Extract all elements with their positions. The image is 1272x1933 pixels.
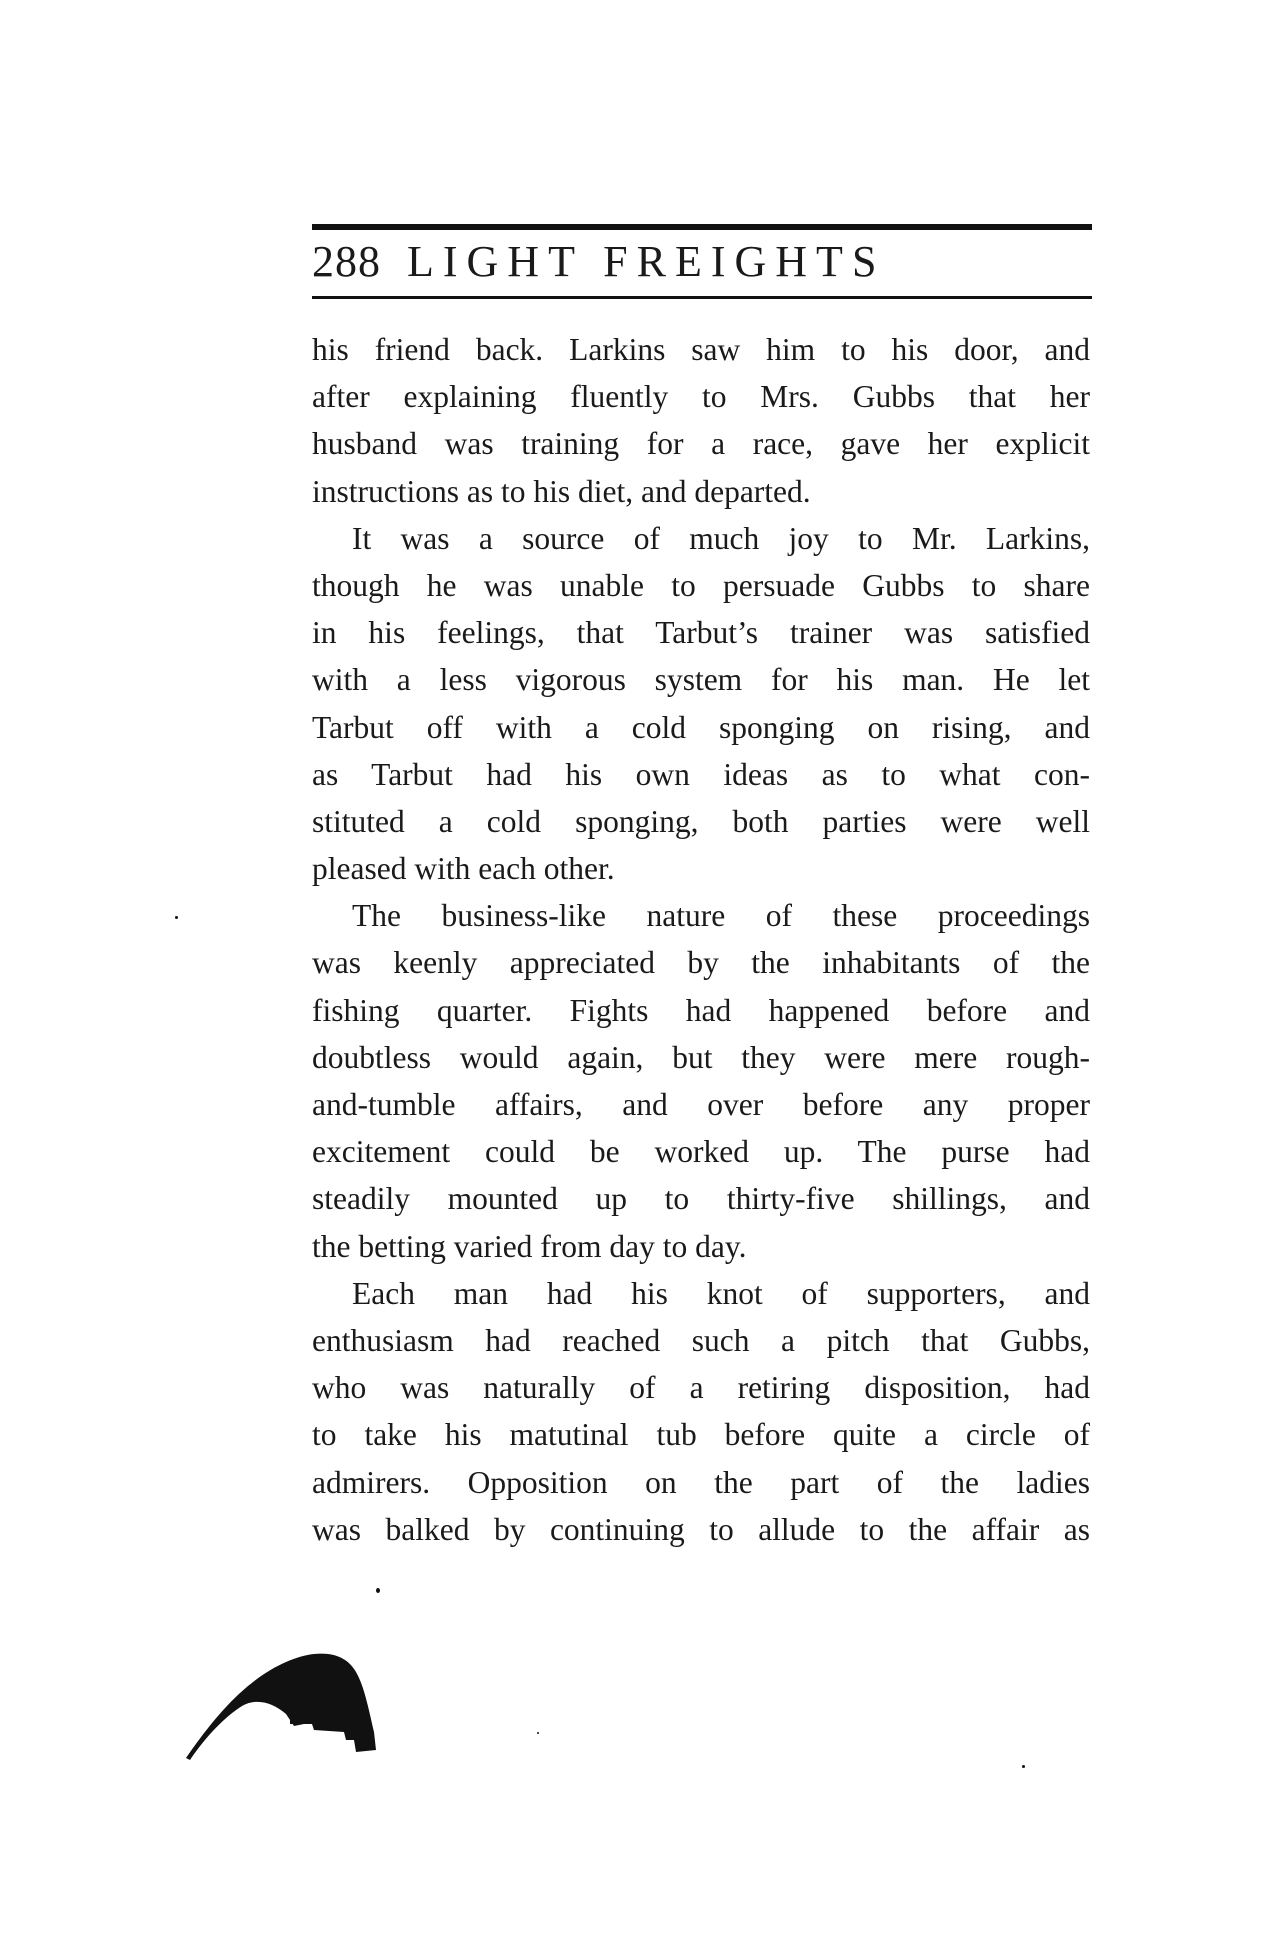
text-line: enthusiasm had reached such a pitch that Gubbs, bbox=[312, 1322, 1090, 1358]
header-bottom-rule bbox=[312, 296, 1092, 299]
text-line: in his feelings, that Tarbut’s trainer was satisfied bbox=[312, 615, 1090, 651]
text-line: as Tarbut had his own ideas as to what con- bbox=[312, 756, 1090, 792]
text-line: husband was training for a race, gave her explicit bbox=[312, 426, 1090, 462]
header-top-rule bbox=[312, 224, 1092, 230]
text-line: excitement could be worked up. The purse had bbox=[312, 1134, 1090, 1170]
text-line: stituted a cold sponging, both parties were well bbox=[312, 803, 1090, 839]
text-line: admirers. Opposition on the part of the ladies bbox=[312, 1464, 1090, 1500]
text-line: The business-like nature of these proceedings bbox=[352, 898, 1090, 934]
text-line: Each man had his knot of supporters, and bbox=[352, 1275, 1090, 1311]
ink-blot bbox=[186, 1640, 386, 1760]
running-header bbox=[312, 236, 1092, 296]
text-line: pleased with each other. bbox=[312, 851, 615, 887]
text-line: Tarbut off with a cold sponging on rising, and bbox=[312, 709, 1090, 745]
text-line: was balked by continuing to allude to the affair as bbox=[312, 1511, 1090, 1547]
text-line: fishing quarter. Fights had happened before and bbox=[312, 992, 1090, 1028]
text-line: steadily mounted up to thirty-five shillings, and bbox=[312, 1181, 1090, 1217]
text-line: his friend back. Larkins saw him to his door, and bbox=[312, 332, 1090, 367]
page-number: 288 bbox=[312, 237, 381, 286]
text-line: though he was unable to persuade Gubbs to share bbox=[312, 567, 1090, 603]
text-line: after explaining fluently to Mrs. Gubbs that her bbox=[312, 379, 1090, 415]
text-line: and-tumble affairs, and over before any proper bbox=[312, 1087, 1090, 1122]
text-line: with a less vigorous system for his man. He let bbox=[312, 662, 1090, 698]
running-title: LIGHT FREIGHTS bbox=[407, 237, 886, 286]
text-line: doubtless would again, but they were mere rough- bbox=[312, 1039, 1090, 1075]
scan-speck bbox=[1022, 1765, 1025, 1768]
text-line: was keenly appreciated by the inhabitants of the bbox=[312, 945, 1090, 981]
scan-speck bbox=[537, 1732, 539, 1734]
scan-speck bbox=[175, 916, 178, 919]
scan-speck bbox=[376, 1588, 380, 1593]
text-line: instructions as to his diet, and departed. bbox=[312, 473, 811, 509]
body-text bbox=[312, 326, 1090, 1553]
text-line: the betting varied from day to day. bbox=[312, 1228, 747, 1264]
text-line: to take his matutinal tub before quite a circle of bbox=[312, 1417, 1090, 1453]
text-line: who was naturally of a retiring disposition, had bbox=[312, 1370, 1090, 1406]
text-line: It was a source of much joy to Mr. Larkins, bbox=[352, 520, 1090, 556]
